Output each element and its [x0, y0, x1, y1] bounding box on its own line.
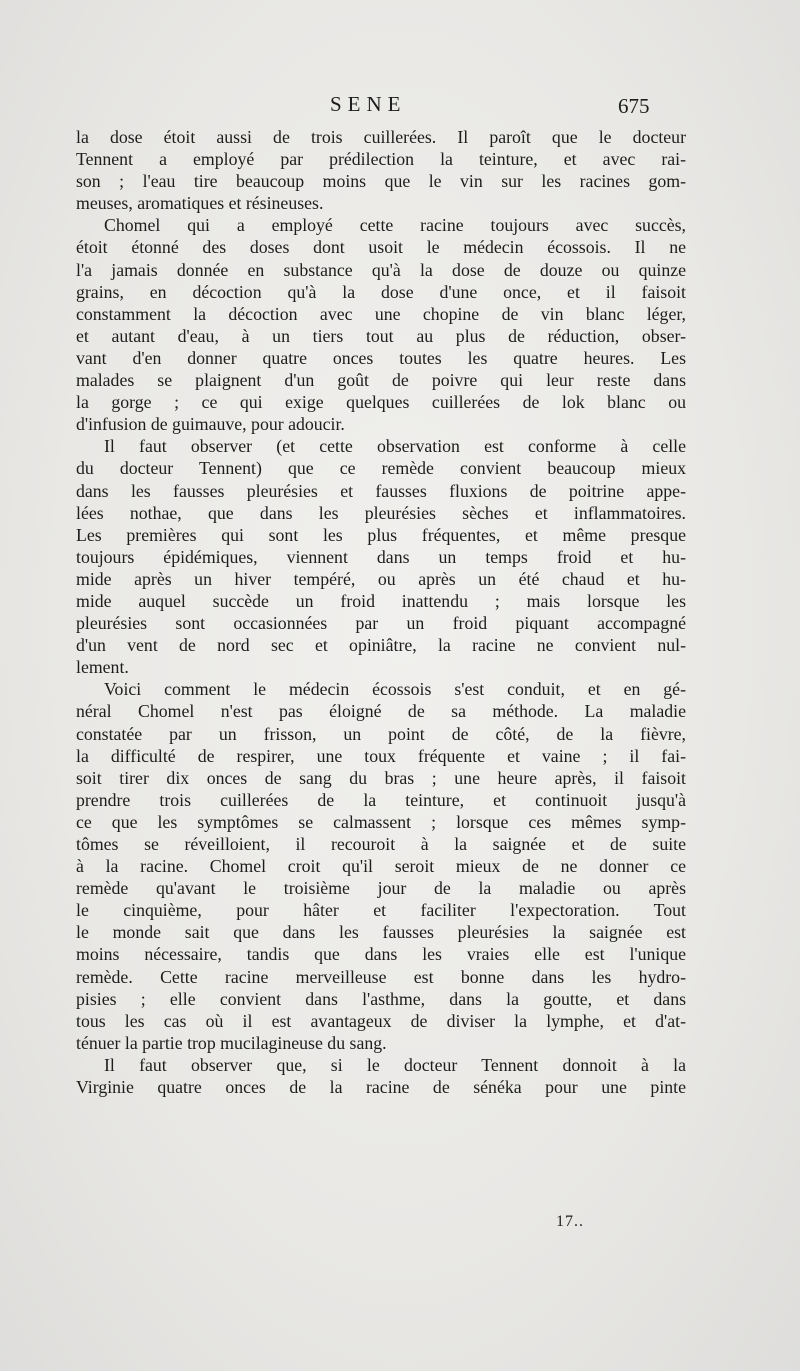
page-header — [0, 92, 800, 122]
text-line: Tennent a employé par prédilection la teinture, et avec rai- — [76, 149, 686, 170]
text-line: le cinquième, pour hâter et faciliter l'expectoration. Tout — [76, 900, 686, 921]
text-line: tômes se réveilloient, il recouroit à la saignée et de suite — [76, 834, 686, 854]
text-line: du docteur Tennent) que ce remède convient beaucoup mieux — [76, 458, 686, 479]
text-line: remède. Cette racine merveilleuse est bonne dans les hydro- — [76, 966, 686, 987]
text-line: tous les cas où il est avantageux de diviser la lymphe, et d'at- — [76, 1010, 686, 1031]
text-line: lées nothae, que dans les pleurésies sèches et inflammatoires. — [76, 502, 686, 523]
text-line: néral Chomel n'est pas éloigné de sa méthode. La maladie — [76, 701, 686, 722]
text-line: prendre trois cuillerées de la teinture, et continuoit jusqu'à — [76, 789, 686, 810]
text-line: mide auquel succède un froid inattendu ; mais lorsque les — [76, 590, 686, 611]
text-line: toujours épidémiques, viennent dans un temps froid et hu- — [76, 546, 686, 567]
text-line: à la racine. Chomel croit qu'il seroit mieux de ne donner ce — [76, 856, 686, 877]
text-line: Voici comment le médecin écossois s'est conduit, et en gé- — [104, 679, 686, 700]
text-line: vant d'en donner quatre onces toutes les quatre heures. Les — [76, 347, 686, 368]
running-head: SENE — [330, 92, 407, 116]
text-line: ténuer la partie trop mucilagineuse du sang. — [76, 1032, 387, 1053]
text-line: Les premières qui sont les plus fréquentes, et même presque — [76, 524, 686, 545]
text-line: la gorge ; ce qui exige quelques cuillerées de lok blanc ou — [76, 392, 686, 413]
text-line: étoit étonné des doses dont usoit le médecin écossois. Il ne — [76, 237, 686, 258]
text-line: la dose étoit aussi de trois cuillerées. Il paroît que le docteur — [76, 127, 686, 147]
text-line: Il faut observer que, si le docteur Tennent donnoit à la — [104, 1054, 686, 1075]
text-line: moins nécessaire, tandis que dans les vraies elle est l'unique — [76, 944, 686, 965]
text-line: Chomel qui a employé cette racine toujours avec succès, — [104, 215, 686, 236]
text-line: malades se plaignent d'un goût de poivre qui leur reste dans — [76, 370, 686, 391]
text-line: soit tirer dix onces de sang du bras ; une heure après, il faisoit — [76, 767, 686, 788]
text-line: remède qu'avant le troisième jour de la maladie ou après — [76, 878, 686, 899]
body-text — [76, 126, 686, 1098]
text-line: la difficulté de respirer, une toux fréquente et vaine ; il fai- — [76, 745, 686, 766]
catchword: 17.. — [556, 1213, 584, 1230]
text-line: meuses, aromatiques et résineuses. — [76, 193, 324, 214]
text-line: grains, en décoction qu'à la dose d'une once, et il faisoit — [76, 281, 686, 302]
text-line: d'un vent de nord sec et opiniâtre, la racine ne convient nul- — [76, 635, 686, 656]
text-line: constamment la décoction avec une chopine de vin blanc léger, — [76, 303, 686, 324]
text-line: pleurésies sont occasionnées par un froid piquant accompagné — [76, 613, 686, 634]
text-line: mide après un hiver tempéré, ou après un été chaud et hu- — [76, 568, 686, 589]
text-line: dans les fausses pleurésies et fausses fluxions de poitrine appe- — [76, 480, 686, 501]
page-number: 675 — [618, 94, 650, 118]
text-line: l'a jamais donnée en substance qu'à la dose de douze ou quinze — [76, 259, 686, 280]
text-line: pisies ; elle convient dans l'asthme, dans la goutte, et dans — [76, 988, 686, 1009]
text-line: et autant d'eau, à un tiers tout au plus de réduction, obser- — [76, 325, 686, 346]
text-line: constatée par un frisson, un point de côté, de la fièvre, — [76, 723, 686, 744]
text-line: Il faut observer (et cette observation est conforme à celle — [104, 436, 686, 457]
text-line: d'infusion de guimauve, pour adoucir. — [76, 414, 345, 435]
text-line: ce que les symptômes se calmassent ; lorsque ces mêmes symp- — [76, 811, 686, 832]
text-line: son ; l'eau tire beaucoup moins que le vin sur les racines gom- — [76, 171, 686, 192]
text-line: Virginie quatre onces de la racine de sénéka pour une pinte — [76, 1077, 686, 1098]
text-line: le monde sait que dans les fausses pleurésies la saignée est — [76, 922, 686, 943]
text-line: lement. — [76, 657, 129, 678]
